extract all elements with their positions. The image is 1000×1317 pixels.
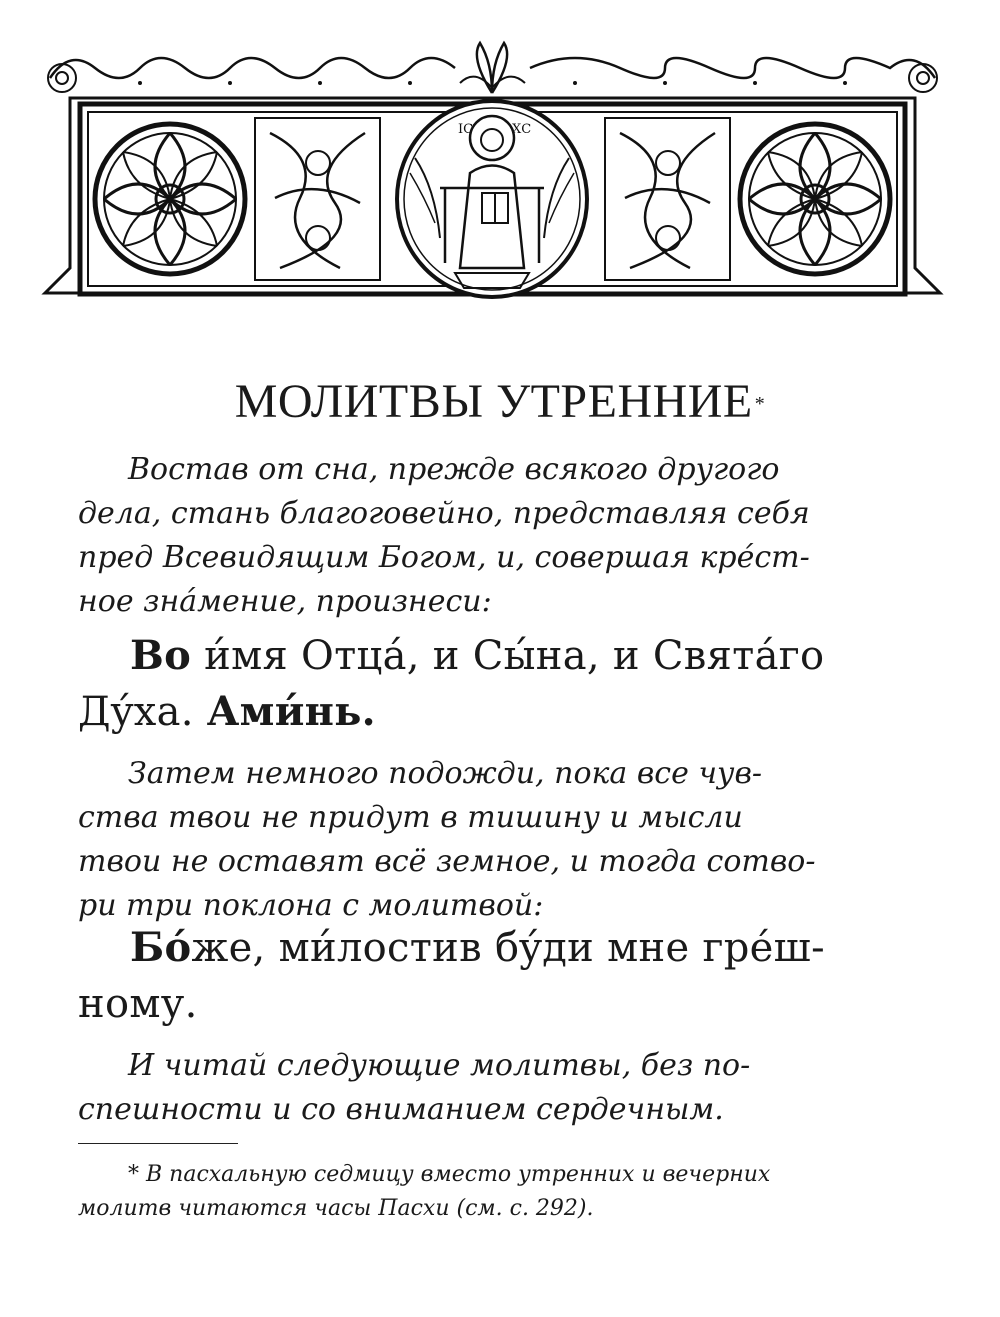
text-line: Востав от сна, прежде всякого другого <box>128 452 780 487</box>
icon-letters-left: IС <box>458 122 474 137</box>
footnote-line: * В пасхальную седмицу вместо утренних и вечерних <box>128 1162 771 1187</box>
text-line: дела, стань благоговейно, представляя себя <box>78 496 810 531</box>
prayer-text: и́мя Отцá, и Сы́на, и Святáго <box>191 633 825 679</box>
text-line: ства твои не придут в тишину и мысли <box>78 800 743 835</box>
text-line: ное знáмение, произнеси: <box>78 584 492 619</box>
icon-letters-right: ХС <box>512 122 532 137</box>
prayer-bold-word: Во <box>130 632 192 679</box>
prayer-text: же, ми́лостив бýди мне грéш- <box>191 925 825 971</box>
text-line: ри три поклона с молитвой: <box>78 888 544 923</box>
prayer-text: ному. <box>78 981 198 1027</box>
footnote <box>78 1158 886 1226</box>
text-line: твои не оставят всё земное, и тогда сотво- <box>78 844 816 879</box>
instruction-paragraph-1 <box>78 448 886 624</box>
text-line: пред Всевидящим Богом, и, совершая крéст- <box>78 540 810 575</box>
footnote-line: молитв читаются часы Пасхи (см. с. 292). <box>78 1196 594 1221</box>
prayer-bold-word: Бó <box>130 924 192 971</box>
text-line: И читай следующие молитвы, без по- <box>128 1048 751 1083</box>
prayer-text: Дýха. <box>78 689 207 735</box>
prayer-2 <box>78 920 886 1032</box>
prayer-bold-word: Ами́нь. <box>206 688 376 735</box>
instruction-paragraph-3 <box>78 1044 886 1132</box>
footnote-mark: * <box>754 393 766 415</box>
text-line: Затем немного подожди, пока все чув- <box>128 756 763 791</box>
page-title: МОЛИТВЫ УТРЕННИЕ * <box>234 375 766 428</box>
instruction-paragraph-2 <box>78 752 886 928</box>
ornamental-headpiece <box>40 38 945 303</box>
text-line: спешности и со вниманием сердечным. <box>78 1092 724 1127</box>
prayer-1 <box>78 628 886 740</box>
footnote-divider <box>78 1143 238 1144</box>
